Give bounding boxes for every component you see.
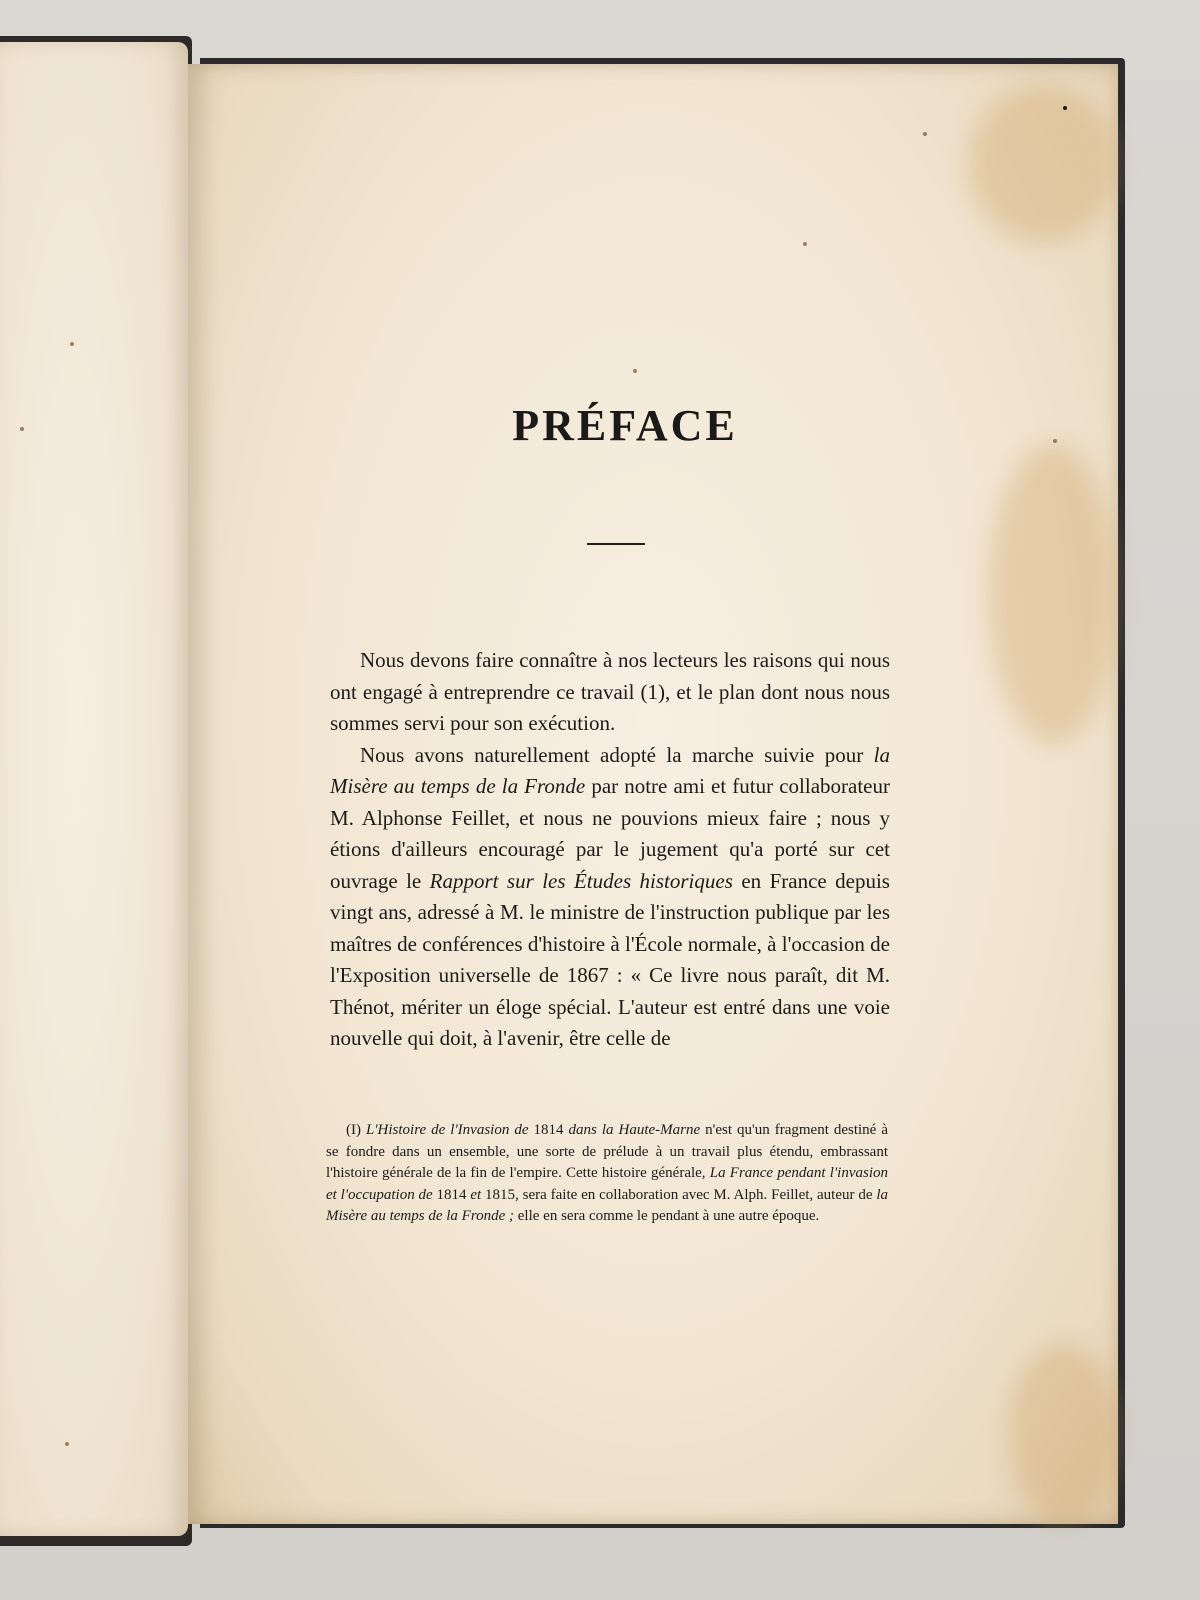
- book-title-italic: la Misère au temps de la Fronde: [330, 742, 890, 798]
- footnote-italic: et: [470, 1186, 482, 1203]
- footnote-text-part: elle en sera comme le pendant à une autre époque.: [514, 1208, 820, 1224]
- paragraph-1: Nous devons faire connaître à nos lecteurs les raisons qui nous ont engagé à entreprendre ce travail (1), et le plan dont nous nous sommes servi pour son exécution.: [330, 648, 890, 735]
- page-stain: [988, 444, 1118, 744]
- foxing-spot: [20, 427, 24, 431]
- foxing-spot: [803, 242, 807, 246]
- footnote: [326, 1120, 888, 1228]
- footnote-marker: (I): [346, 1122, 366, 1138]
- paragraph-2: [330, 740, 890, 1055]
- page-stain: [968, 84, 1118, 244]
- paragraph-2-text: par notre ami et futur collaborateur M. Alphonse Feillet, et nous ne pouvions mieux faire ; nous y étions d'ailleurs encouragé par le jugement qu'a porté sur cet ouvrage le: [330, 774, 890, 893]
- foxing-spot: [1053, 439, 1057, 443]
- footnote-text-part: n'est qu'un fragment destiné à se fondre dans un ensemble, une sorte de prélude à un travail plus étendu, embrassant l'histoire générale de la fin de l'empire. Cette histoire générale,: [326, 1122, 888, 1181]
- report-title-italic: Rapport sur les Études historiques: [429, 868, 733, 893]
- footnote-text-part: 1814: [432, 1186, 471, 1203]
- foxing-spot: [70, 342, 74, 346]
- footnote-italic: La France pendant l'invasion et l'occupation de: [326, 1165, 888, 1203]
- foxing-spot: [65, 1442, 69, 1446]
- foxing-spot: [633, 369, 637, 373]
- paragraph-2-text: Nous avons naturellement adopté la marche suivie pour: [360, 742, 874, 767]
- page-stain: [1008, 1344, 1118, 1524]
- preface-body: [330, 645, 890, 1055]
- footnote-text: [326, 1120, 888, 1228]
- left-page: [0, 42, 188, 1536]
- paragraph-2-text: en France depuis vingt ans, adressé à M. le ministre de l'instruction publique par les maîtres de conférences d'histoire à l'École normale, à l'occasion de l'Exposition universelle de 1867 : « Ce livre nous paraît, dit M. Thénot, mériter un éloge spécial. L'auteur est entré dans une voie nouvelle qui doit, à l'avenir, être celle de: [330, 868, 890, 1050]
- foxing-spot: [923, 132, 927, 136]
- foxing-spot: [1063, 106, 1067, 110]
- title-divider: [587, 543, 645, 545]
- footnote-italic: dans la Haute-Marne: [568, 1122, 701, 1138]
- footnote-text-part: 1815, sera faite en collaboration avec M. Alph. Feillet, auteur de: [481, 1186, 877, 1203]
- page-title: PRÉFACE: [512, 401, 738, 450]
- footnote-italic: la Misère au temps de la Fronde ;: [326, 1186, 889, 1224]
- footnote-italic: L'Histoire de l'Invasion de: [365, 1122, 529, 1138]
- footnote-text-part: 1814: [528, 1122, 569, 1138]
